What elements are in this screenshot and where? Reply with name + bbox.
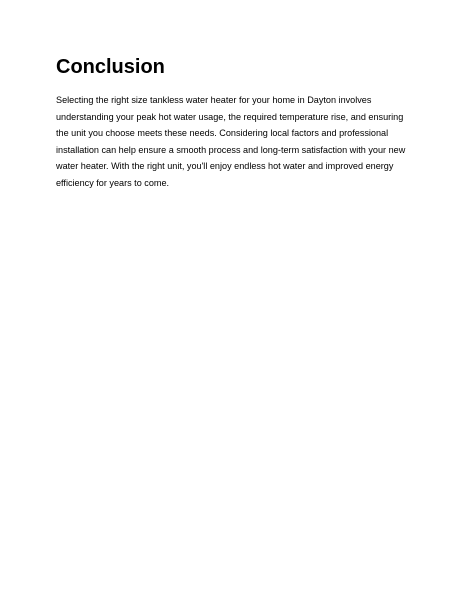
paragraph-line: installation can help ensure a smooth process and long-term satisfaction with your new: [56, 144, 406, 155]
paragraph-line: water heater. With the right unit, you'll enjoy endless hot water and improved energy: [56, 161, 394, 171]
conclusion-paragraph: [56, 92, 426, 191]
paragraph-line: the unit you choose meets these needs. Considering local factors and professional: [56, 128, 389, 138]
paragraph-line: efficiency for years to come.: [56, 177, 170, 188]
paragraph-line: Selecting the right size tankless water heater for your home in Dayton involves: [56, 95, 372, 105]
section-heading: Conclusion: [56, 56, 165, 78]
paragraph-line: understanding your peak hot water usage, the required temperature rise, and ensuring: [56, 111, 404, 122]
